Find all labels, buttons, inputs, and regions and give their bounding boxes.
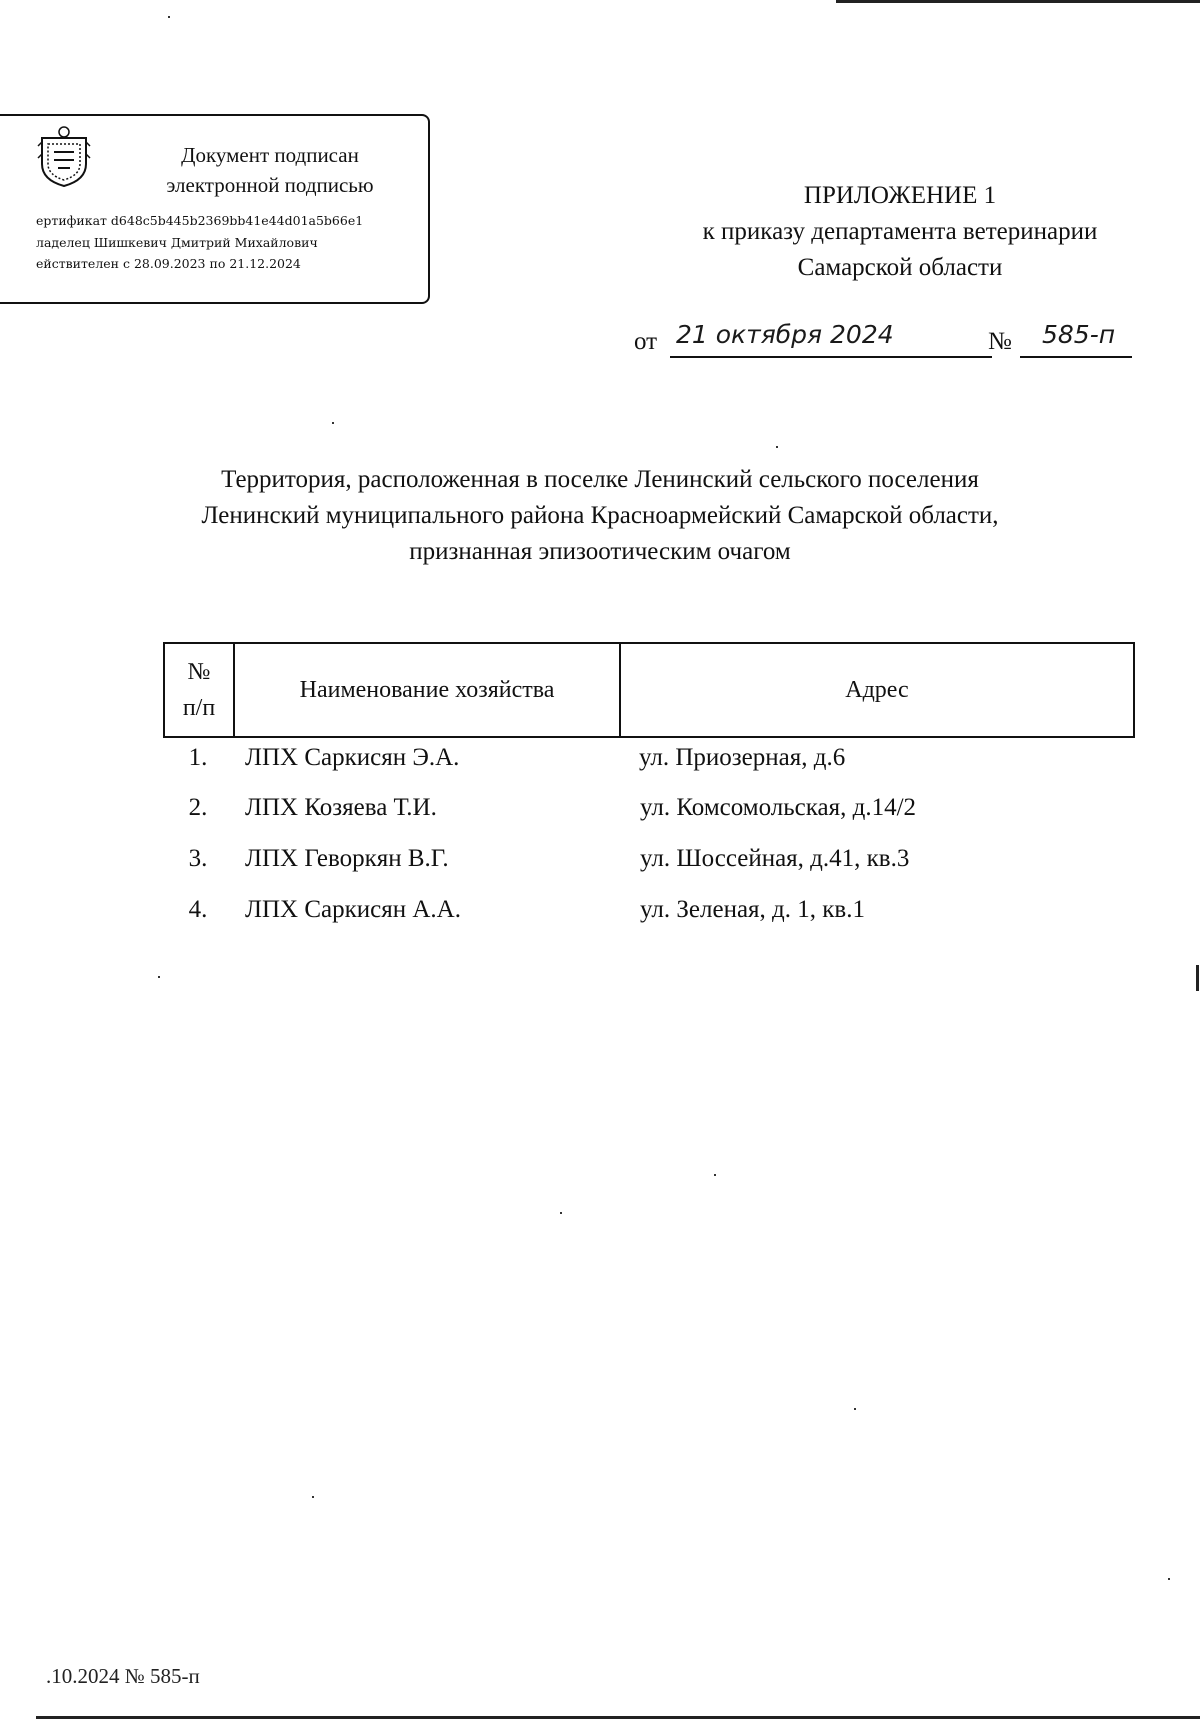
- header-name: Наименование хозяйства: [235, 644, 621, 736]
- number-underline: [1020, 356, 1132, 358]
- row-name: ЛПХ Саркисян А.А.: [245, 896, 461, 923]
- appendix-line3: Самарской области: [797, 254, 1003, 281]
- number-handwritten: 585-п: [1042, 320, 1116, 349]
- order-date-number: [634, 320, 1154, 364]
- stamp-validity: ействителен с 28.09.2023 по 21.12.2024: [36, 256, 301, 271]
- header-number-line1: №: [187, 659, 211, 685]
- scan-edge-right: [1196, 965, 1199, 991]
- document-title-line2: Ленинский муниципального района Красноармейский Самарской области,: [201, 502, 999, 529]
- date-underline: [670, 356, 992, 358]
- scan-edge-bottom: [36, 1716, 1200, 1719]
- header-number-line2: п/п: [182, 695, 216, 721]
- table-row: [163, 794, 1135, 844]
- document-title-line1: Территория, расположенная в поселке Ленинский сельского поселения: [221, 466, 979, 493]
- row-name: ЛПХ Козяева Т.И.: [245, 794, 437, 821]
- appendix-line2: к приказу департамента ветеринарии: [702, 218, 1098, 245]
- row-number: 3.: [188, 845, 208, 872]
- header-number: [165, 644, 235, 736]
- scan-speck: [776, 446, 778, 448]
- table-row: [163, 845, 1135, 895]
- scan-edge-top: [836, 0, 1200, 3]
- stamp-certificate: ертификат d648c5b445b2369bb41e44d01a5b66e1: [36, 213, 364, 228]
- row-name: ЛПХ Саркисян Э.А.: [245, 744, 460, 771]
- appendix-title: ПРИЛОЖЕНИЕ 1: [803, 182, 997, 209]
- scan-speck: [714, 1174, 716, 1176]
- row-address: ул. Приозерная, д.6: [639, 744, 846, 771]
- scan-speck: [312, 1496, 314, 1498]
- date-handwritten: 21 октября 2024: [676, 320, 894, 349]
- row-number: 4.: [188, 896, 208, 923]
- scan-speck: [168, 16, 170, 18]
- coat-of-arms-icon: [36, 124, 92, 188]
- stamp-title-line2: электронной подписью: [166, 173, 374, 197]
- scan-speck: [1168, 1578, 1170, 1580]
- header-address: Адрес: [845, 676, 909, 703]
- row-address: ул. Зеленая, д. 1, кв.1: [640, 896, 865, 923]
- footer-reference: .10.2024 № 585-п: [46, 1664, 200, 1688]
- row-name: ЛПХ Геворкян В.Г.: [245, 845, 449, 872]
- document-title: [120, 462, 1080, 570]
- stamp-title: [120, 140, 420, 200]
- document-title-line3: признанная эпизоотическим очагом: [409, 538, 791, 565]
- scan-speck: [158, 976, 160, 978]
- stamp-owner: ладелец Шишкевич Дмитрий Михайлович: [36, 235, 318, 250]
- table-header: [163, 642, 1135, 738]
- row-address: ул. Комсомольская, д.14/2: [640, 794, 917, 821]
- row-number: 2.: [188, 794, 208, 821]
- row-address: ул. Шоссейная, д.41, кв.3: [640, 845, 910, 872]
- stamp-title-line1: Документ подписан: [181, 143, 359, 167]
- date-label: от: [634, 328, 658, 355]
- scan-speck: [332, 422, 334, 424]
- table-row: [163, 744, 1135, 794]
- row-number: 1.: [188, 744, 208, 771]
- scan-speck: [560, 1212, 562, 1214]
- appendix-header: [640, 178, 1160, 286]
- scan-speck: [854, 1408, 856, 1410]
- number-label: №: [988, 328, 1012, 355]
- table-row: [163, 896, 1135, 946]
